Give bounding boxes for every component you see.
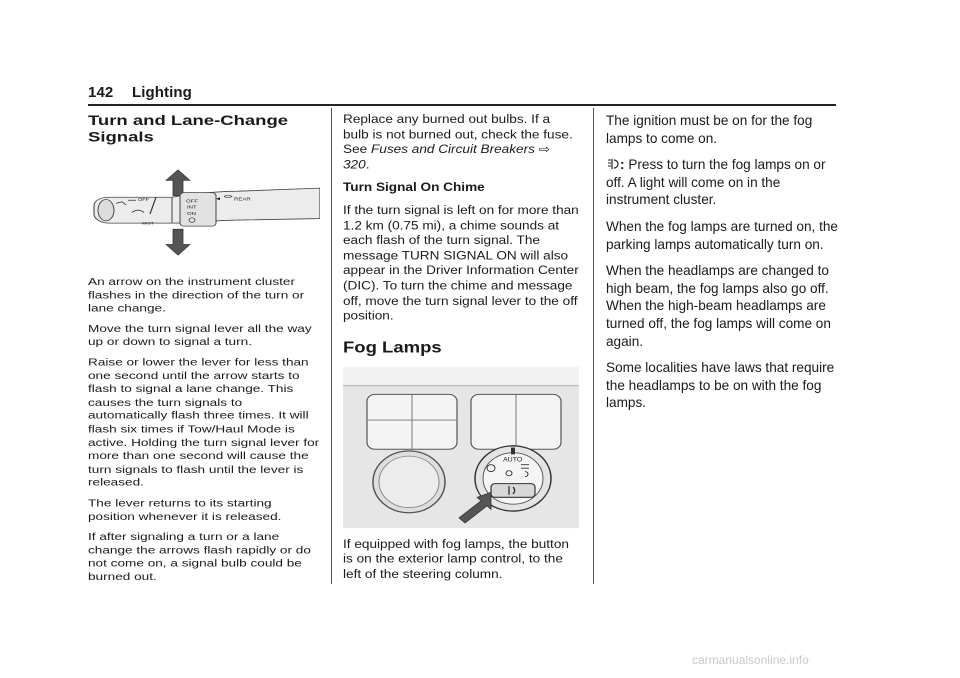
column-divider-2 bbox=[593, 108, 594, 584]
column-1 bbox=[88, 112, 320, 590]
fog-lamp-icon bbox=[606, 158, 620, 170]
label-int: INT bbox=[187, 205, 197, 211]
page-number: 142 bbox=[88, 84, 114, 101]
label-mist: MIST bbox=[142, 221, 154, 226]
paragraph: Replace any burned out bulbs. If a bulb is not burned out, check the fuse. See Fuses and Circuit Breakers ⇨ 320. bbox=[343, 112, 573, 172]
paragraph: The lever returns to its starting position whenever it is released. bbox=[88, 497, 282, 522]
label-off: OFF bbox=[186, 199, 198, 205]
fog-lamp-button[interactable] bbox=[491, 483, 535, 497]
paragraph: When the headlamps are changed to high beam, the fog lamps also go off. When the high-beam headlamps are turned off, the fog lamps will come on again. bbox=[606, 263, 831, 349]
column-2 bbox=[343, 112, 579, 590]
wiper-dial bbox=[180, 193, 216, 226]
header-rule bbox=[88, 104, 836, 106]
paragraph: If the turn signal is left on for more than 1.2 km (0.75 mi), a chime sounds at each flash of the turn signal. The message TURN SIGNAL ON will also appear in the Driver Information Center (DIC). To turn the chime and message off, move the turn signal lever to the off position. bbox=[343, 203, 579, 323]
section-title-fog-lamps: Fog Lamps bbox=[343, 337, 442, 356]
column-divider-1 bbox=[331, 108, 332, 584]
paragraph: If equipped with fog lamps, the button is on the exterior lamp control, to the left of the steering column. bbox=[343, 537, 569, 581]
fuses-link[interactable]: Fuses and Circuit Breakers bbox=[370, 143, 535, 156]
paragraph: : Press to turn the fog lamps on or off. A light will come on in the instrument cluster. bbox=[606, 157, 826, 208]
page-header bbox=[88, 84, 192, 101]
subheading-turn-signal-chime: Turn Signal On Chime bbox=[343, 180, 485, 194]
paragraph: Some localities have laws that require the headlamps to be on with the fog lamps. bbox=[606, 360, 835, 411]
label-rear: REAR bbox=[233, 196, 251, 203]
section-name: Lighting bbox=[132, 84, 192, 101]
fog-symbol-separator: : bbox=[620, 157, 625, 173]
paragraph: If after signaling a turn or a lane change the arrows flash rapidly or do not come on, a signal bulb could be burned out. bbox=[88, 530, 311, 583]
fog-lamp-control-figure bbox=[343, 367, 579, 528]
page-ref[interactable]: 320 bbox=[343, 158, 366, 172]
section-title-turn-signals: Turn and Lane-Change Signals bbox=[88, 112, 289, 145]
label-on: ON bbox=[187, 211, 197, 217]
label-auto: AUTO bbox=[503, 456, 523, 463]
paragraph: The ignition must be on for the fog lamps to come on. bbox=[606, 113, 813, 146]
paragraph: When the fog lamps are turned on, the parking lamps automatically turn on. bbox=[606, 218, 838, 252]
paragraph: An arrow on the instrument cluster flashes in the direction of the turn or lane change. bbox=[88, 275, 305, 314]
label-off-top: OFF bbox=[138, 198, 149, 203]
column-3 bbox=[606, 112, 840, 421]
watermark: carmanualsonline.info bbox=[692, 653, 809, 667]
turn-signal-lever-figure bbox=[88, 156, 320, 260]
paragraph: Move the turn signal lever all the way up or down to signal a turn. bbox=[88, 322, 312, 348]
paragraph: Raise or lower the lever for less than one second until the arrow starts to flash to signal a lane change. This causes the turn signals to automatically flash three times. It will flash six times if Tow/Haul Mode is active. Holding the turn signal lever for more than one second will cause the turn signals to flash until the lever is released. bbox=[88, 356, 320, 489]
arrow-icon: ⇨ bbox=[538, 143, 551, 156]
